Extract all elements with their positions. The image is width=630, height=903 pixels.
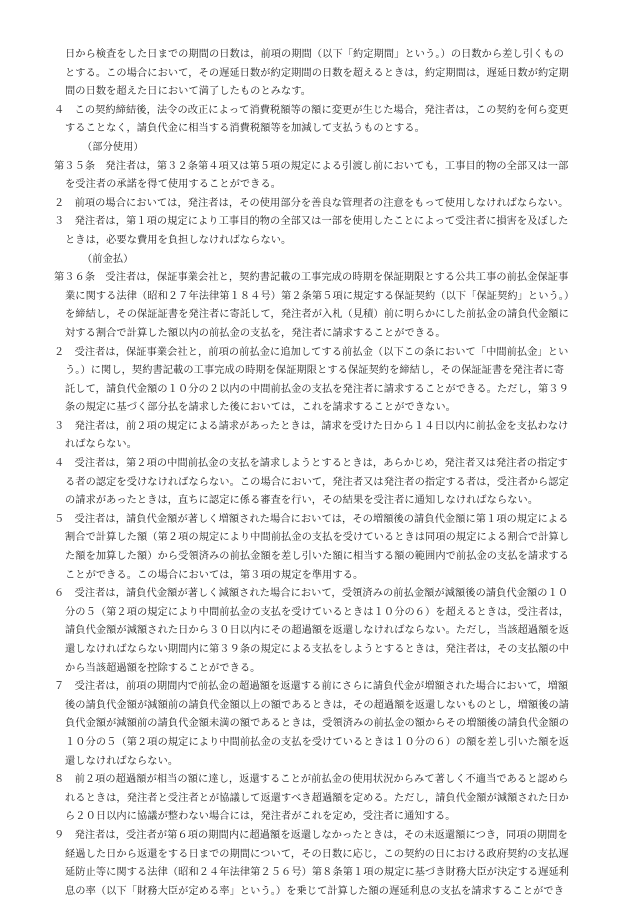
text-line: ればならない。 <box>65 439 138 451</box>
text-line: ９ 発注者は，受注者が第６項の期間内に超過額を返還しなかったときは，その未返還額につき，同項の期間を <box>54 829 568 841</box>
text-line: 経過した日から返還をする日までの期間について，その日数に応じ，この契約の日における政府契約の支払遅 <box>65 848 569 860</box>
text-line: を受注者の承諾を得て使用することができる。 <box>65 179 282 191</box>
text-line: を締結し，その保証証書を発注者に寄託して，発注者が入札（見積）前に明らかにした前払金の請負代金額に <box>65 309 569 321</box>
text-line: （部分使用） <box>82 141 144 153</box>
text-line: 対する割合で計算した額以内の前払金の支払を，発注者に請求することができる。 <box>65 327 446 339</box>
text-line: 託して，請負代金額の１０分の２以内の中間前払金の支払を発注者に請求することができる。ただし，第３９ <box>65 383 569 395</box>
text-line: 負代金額が減額前の請負代金額未満の額であるときは，受領済みの前払金の額からその増額後の請負代金額の <box>65 718 570 730</box>
text-line: 業に関する法律（昭和２７年法律第１８４号）第２条第５項に規定する保証契約（以下「保証契約」という。） <box>65 290 575 302</box>
text-line: う。）に関し，契約書記載の工事完成の時期を保証期限とする保証契約を締結し，その保証証書を発注者に寄 <box>65 365 564 377</box>
document-body <box>54 46 584 901</box>
text-line: １０分の５（第２項の規定により中間前払金の支払を受けているときは１０分の６）の額を差し引いた額を返 <box>65 736 570 748</box>
text-line: ２ 受注者は，保証事業会社と，前項の前払金に追加してする前払金（以下この条において「中間前払金」とい <box>54 346 569 358</box>
text-line: ら２０日以内に協議が整わない場合には，発注者がこれを定め，受注者に通知する。 <box>65 811 456 823</box>
text-line: とする。この場合において，その遅延日数が約定期間の日数を超えるときは，約定期間は，遅延日数が約定期 <box>65 67 569 79</box>
text-line: 割合で計算した額（第２項の規定により中間前払金の支払を受けているときは同項の規定による割合で計算し <box>65 532 570 544</box>
text-line: ６ 受注者は，請負代金額が著しく減額された場合において，受領済みの前払金額が減額後の請負代金額の１０ <box>54 588 569 600</box>
text-line: 間の日数を超えた日において満了したものとみなす。 <box>65 86 312 98</box>
text-line: る者の認定を受けなければならない。この場合において，発注者又は発注者の指定する者は，受注者から認定 <box>65 476 569 488</box>
text-line: ２ 前項の場合においては，発注者は，その使用部分を善良な管理者の注意をもって使用しなければならない。 <box>54 197 569 209</box>
text-line: 第３６条 受注者は，保証事業会社と，契約書記載の工事完成の時期を保証期限とする公共工事の前払金保証事 <box>54 272 569 284</box>
text-line: ７ 受注者は，前項の期間内で前払金の超過額を返還する前にさらに請負代金が増額された場合において，増額 <box>54 681 569 693</box>
text-line: の請求があったときは，直ちに認定に係る審査を行い，その結果を受注者に通知しなければならない。 <box>65 495 539 507</box>
text-line: 請負代金額が減額された日から３０日以内にその超過額を返還しなければならない。ただし，当該超過額を返 <box>65 625 570 637</box>
text-line: 分の５（第２項の規定により中間前払金の支払を受けているときは１０分の６）を超えるときは，受注者は， <box>65 606 570 618</box>
text-line: 第３５条 発注者は，第３２条第４項又は第５項の規定による引渡し前においても，工事目的物の全部又は一部 <box>54 160 569 172</box>
text-line: ８ 前２項の超過額が相当の額に達し，返還することが前払金の使用状況からみて著しく不適当であると認めら <box>54 774 569 786</box>
text-line: ３ 発注者は，前２項の規定による請求があったときは，請求を受けた日から１４日以内に前払金を支払わなけ <box>54 420 569 432</box>
text-line: ときは，必要な費用を負担しなければならない。 <box>65 234 292 246</box>
text-line: ３ 発注者は，第１項の規定により工事目的物の全部又は一部を使用したことによって受注者に損害を及ぼした <box>54 216 569 228</box>
text-line: 後の請負代金額が減額前の請負代金額以上の額であるときは，その超過額を返還しないものとし，増額後の請 <box>65 699 570 711</box>
text-line: 条の規定に基づく部分払を請求した後においては，これを請求することができない。 <box>65 402 456 414</box>
text-line: ４ 受注者は，第２項の中間前払金の支払を請求しようとするときは，あらかじめ，発注者又は発注者の指定す <box>54 458 568 470</box>
text-line: 還しなければならない。 <box>65 755 179 767</box>
text-line: 延防止等に関する法律（昭和２４年法律第２５６号）第８条第１項の規定に基づき財務大臣が決定する遅延利 <box>65 867 570 879</box>
text-line: た額を加算した額）から受領済みの前払金額を差し引いた額に相当する額の範囲内で前払金の支払を請求する <box>65 551 570 563</box>
text-line: から当該超過額を控除することができる。 <box>65 662 261 674</box>
text-line: （前金払） <box>82 253 134 265</box>
text-line: 日から検査をした日までの期間の日数は，前項の期間（以下「約定期間」という。）の日数から差し引くもの <box>65 49 564 60</box>
text-line: ５ 受注者は，請負代金額が著しく増額された場合においては，その増額後の請負代金額に第１項の規定による <box>54 513 569 525</box>
text-line: れるときは，発注者と受注者とが協議して返還すべき超過額を定める。ただし，請負代金額が減額された日か <box>65 792 569 804</box>
text-line: 還しなければならない期間内に第３９条の規定による支払をしようとするときは，発注者は，その支払額の中 <box>65 644 570 655</box>
text-line: することなく，請負代金に相当する消費税額等を加減して支払うものとする。 <box>65 123 425 135</box>
text-line: 息の率（以下「財務大臣が定める率」という。）を乗じて計算した額の遅延利息の支払を請求することができ <box>65 885 564 897</box>
text-line: ４ この契約締結後，法令の改正によって消費税額等の額に変更が生じた場合，発注者は，この契約を何ら変更 <box>54 104 569 116</box>
text-line: ことができる。この場合においては，第３項の規定を準用する。 <box>65 569 364 581</box>
